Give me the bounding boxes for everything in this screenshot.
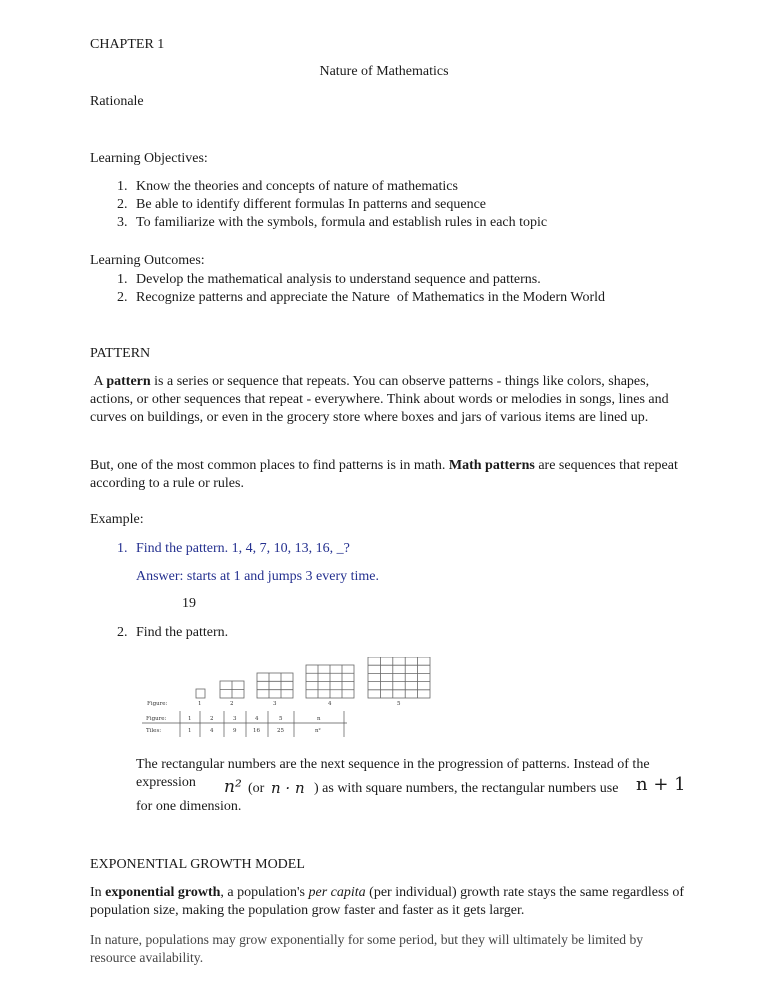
table-cell: 4: [210, 728, 214, 734]
table-cell: 3: [233, 716, 237, 722]
list-item: 3. To familiarize with the symbols, formula and establish rules in each topic: [117, 215, 548, 230]
chapter-label: CHAPTER 1: [90, 37, 165, 52]
example-1-value: 19: [182, 596, 196, 611]
figure-number: 1: [198, 701, 202, 707]
pattern-heading: PATTERN: [90, 346, 151, 361]
objectives-list: [90, 178, 690, 232]
table-cell: n²: [315, 728, 321, 734]
square-tiles: [196, 657, 430, 698]
outcomes-heading: Learning Outcomes:: [90, 253, 205, 268]
chapter-title: Nature of Mathematics: [319, 64, 449, 79]
example-2-paragraph: The rectangular numbers are the next sequence in the progression of patterns. Instead of the expression: [136, 757, 650, 790]
list-item: 1. Know the theories and concepts of nature of mathematics: [117, 179, 458, 194]
list-item: 1. Develop the mathematical analysis to understand sequence and patterns.: [117, 272, 541, 287]
exponential-paragraph-2: In nature, populations may grow exponentially for some period, but they will ultimately be limited by resource availability.: [90, 932, 644, 965]
list-item: 2. Be able to identify different formulas In patterns and sequence: [117, 197, 487, 212]
figure-number: 2: [230, 701, 234, 707]
list-item: 2. Recognize patterns and appreciate the Nature of Mathematics in the Modern World: [117, 290, 605, 305]
example-1-question: Find the pattern. 1, 4, 7, 10, 13, 16, _?: [136, 541, 350, 556]
math-n-plus-one: n + 1: [636, 774, 686, 795]
table-cell: 1: [188, 716, 192, 722]
figure-number: 5: [397, 701, 401, 707]
tile-grid-5: [368, 657, 430, 698]
square-numbers-figure: [142, 657, 442, 739]
tiles-table: [142, 711, 347, 737]
paren-open-text: (or: [248, 781, 265, 796]
table-cell: 4: [255, 716, 259, 722]
example-2-question: Find the pattern.: [136, 625, 229, 640]
example-2-line-3: for one dimension.: [136, 799, 242, 814]
figure-row-label: Figure:: [147, 701, 168, 707]
pattern-paragraph-2: But, one of the most common places to find patterns is in math. Math patterns are sequences that repeat according to a rule or rules.: [90, 458, 678, 491]
pattern-paragraph-1: A pattern is a series or sequence that repeats. You can observe patterns - things like colors, shapes, actions, or other sequences that repeat - everywhere. Think about words or melodies in songs, lines and curves on buildings, or even in the grocery store where boxes and jars of various items are lined up.: [90, 374, 669, 425]
table-cell: 1: [188, 728, 192, 734]
table-cell: 25: [277, 728, 284, 734]
example-1-answer: Answer: starts at 1 and jumps 3 every time.: [136, 569, 380, 584]
example-2-expression-line: [136, 777, 242, 800]
exponential-heading: EXPONENTIAL GROWTH MODEL: [90, 857, 305, 872]
table-cell: 2: [210, 716, 214, 722]
objectives-heading: Learning Objectives:: [90, 151, 208, 166]
outcomes-list: [90, 271, 730, 307]
table-cell: 16: [253, 728, 260, 734]
table-cell: n: [317, 716, 321, 722]
tile-grid-3: [257, 673, 293, 698]
table-row-label: Tiles:: [146, 728, 162, 734]
figure-number: 4: [328, 701, 332, 707]
tile-grid-4: [306, 665, 354, 698]
example-2-line-2-text: ) as with square numbers, the rectangular numbers use: [314, 781, 619, 796]
figure-number: 3: [273, 701, 277, 707]
rationale-heading: Rationale: [90, 94, 144, 109]
math-n-times-n: n · n: [271, 779, 305, 797]
math-n-squared: n²: [224, 777, 242, 797]
example-2-number: 2.: [117, 625, 128, 640]
example-1-number: 1.: [117, 541, 128, 556]
example-label: Example:: [90, 512, 144, 527]
exponential-paragraph-1: In exponential growth, a population's per capita (per individual) growth rate stays the same regardless of population size, making the population grow faster and faster as it gets larger.: [90, 885, 685, 918]
table-cell: 9: [233, 728, 237, 734]
table-row-label: Figure:: [146, 716, 167, 722]
tile-grid-2: [220, 681, 244, 698]
table-cell: 5: [279, 716, 283, 722]
